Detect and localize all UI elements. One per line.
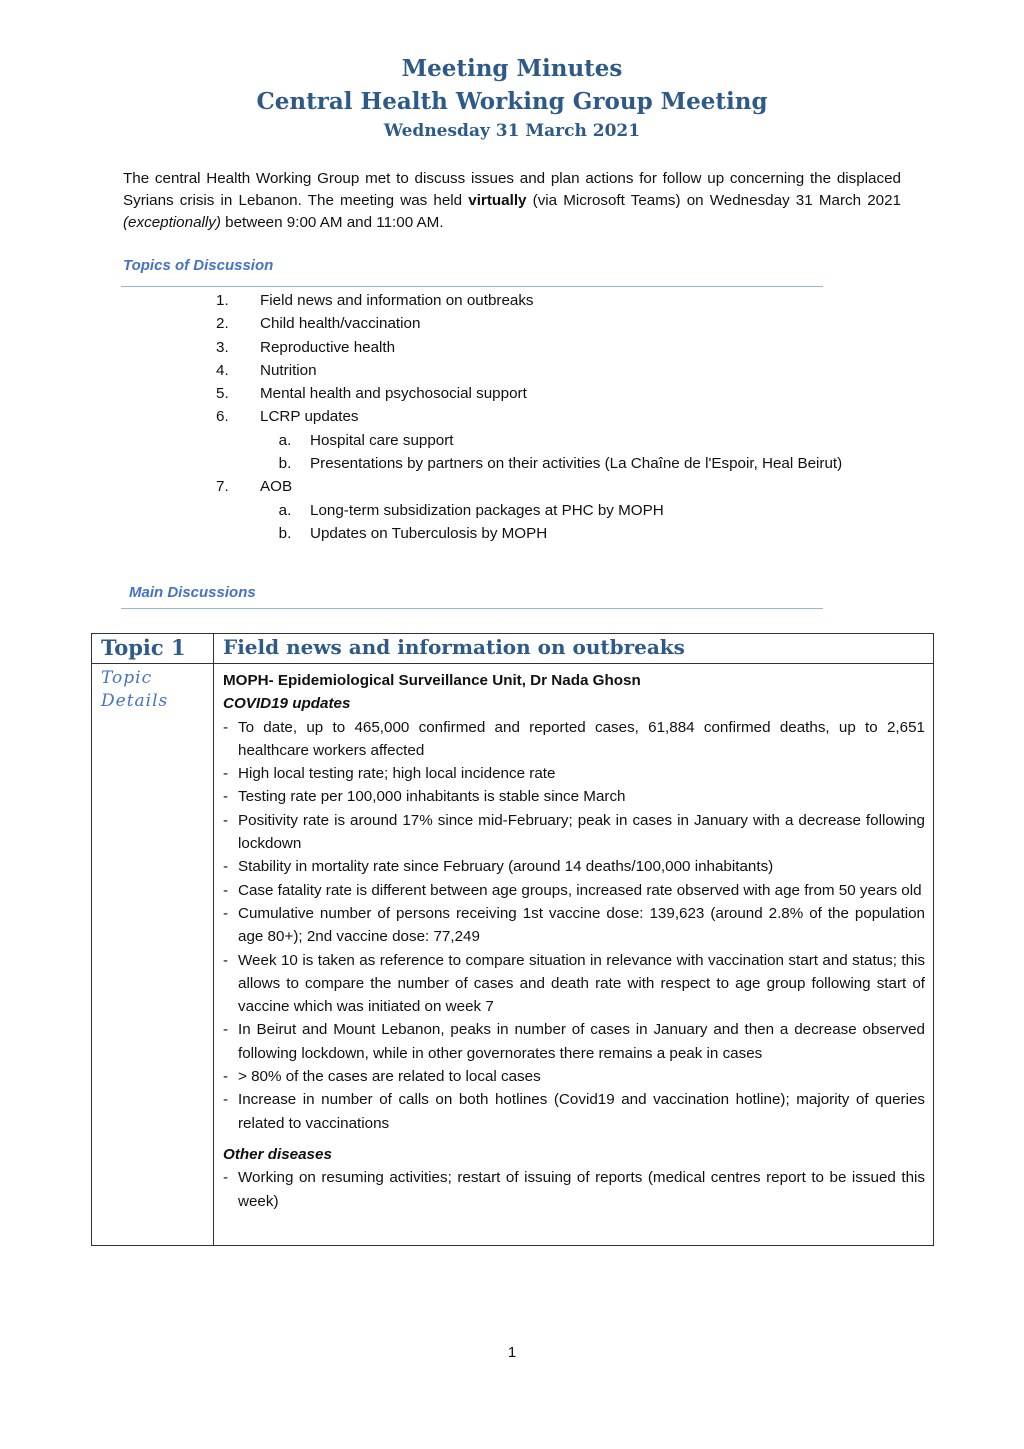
subtopic-letter: a. [278, 501, 292, 519]
page-number: 1 [507, 1344, 517, 1361]
topics-divider [121, 286, 823, 287]
bullet-text: Working on resuming activities; restart of issuing of reports (medical centres report to be issued this week) [238, 1169, 925, 1210]
subtopic-label: Long-term subsidization packages at PHC by MOPH [310, 501, 664, 519]
bullet-item [223, 762, 925, 785]
table-row-divider [92, 663, 933, 664]
bullet-text: Stability in mortality rate since February (around 14 deaths/100,000 inhabitants) [238, 858, 774, 876]
topic-item [216, 336, 866, 359]
bullet-item [223, 785, 925, 808]
bullet-dash: - [223, 811, 229, 829]
presenter-org: MOPH- Epidemiological Surveillance Unit, Dr Nada Ghosn [223, 672, 641, 689]
topic-label: Reproductive health [260, 338, 396, 356]
bullet-item [223, 855, 925, 878]
subtopic-label: Updates on Tuberculosis by MOPH [310, 524, 548, 542]
bullet-item [223, 879, 925, 902]
topics-section-label: Topics of Discussion [123, 257, 274, 274]
covid-bullet-list [223, 716, 925, 1135]
table-column-divider [213, 634, 214, 1245]
topic-item [216, 312, 866, 335]
bullet-item [223, 716, 925, 763]
topic-item [216, 359, 866, 382]
bullet-text: Week 10 is taken as reference to compare situation in relevance with vaccination start and status; this allows to compare the number of cases and death rate with respect to age group following start of vaccine which was initiated on week 7 [238, 951, 925, 1016]
document-subtitle: Central Health Working Group Meeting [256, 88, 768, 115]
bullet-dash: - [223, 881, 229, 899]
topic-number: 4. [216, 361, 229, 379]
subtopic-item [216, 452, 866, 475]
topic-number: 7. [216, 478, 229, 496]
covid-heading: COVID19 updates [223, 695, 351, 713]
bullet-dash: - [223, 765, 229, 783]
document-header [0, 52, 1024, 144]
bullet-dash: - [223, 1091, 229, 1109]
subtopic-label: Hospital care support [310, 431, 454, 449]
subtopic-letter: b. [278, 455, 292, 473]
main-section-label: Main Discussions [129, 584, 256, 601]
bullet-text: Testing rate per 100,000 inhabitants is stable since March [238, 788, 626, 806]
bullet-text: Cumulative number of persons receiving 1st vaccine dose: 139,623 (around 2.8% of the population age 80+); 2nd vaccine dose: 77,249 [238, 904, 925, 946]
topic-number: 6. [216, 408, 229, 426]
bullet-item [223, 949, 925, 1019]
bullet-item [223, 1065, 925, 1088]
bullet-dash: - [223, 951, 229, 969]
bullet-dash: - [223, 1169, 229, 1187]
bullet-text: In Beirut and Mount Lebanon, peaks in number of cases in January and then a decrease observed following lockdown, while in other governorates there remains a peak in cases [238, 1021, 925, 1062]
bullet-text: Positivity rate is around 17% since mid-February; peak in cases in January with a decrease following lockdown [238, 811, 925, 853]
bullet-item [223, 1018, 925, 1065]
bullet-text: High local testing rate; high local incidence rate [238, 765, 556, 783]
topic-1-table [91, 633, 934, 1246]
document-title: Meeting Minutes [401, 55, 623, 82]
topic-item [216, 405, 866, 428]
subtopic-letter: b. [278, 524, 292, 542]
bullet-text: To date, up to 465,000 confirmed and reported cases, 61,884 confirmed deaths, up to 2,651 healthcare workers affected [238, 718, 925, 759]
topic-number: 2. [216, 315, 229, 333]
subtopic-item [216, 429, 866, 452]
subtopic-item [216, 499, 866, 522]
topic-label: Child health/vaccination [260, 315, 421, 333]
topic-label: Field news and information on outbreaks [260, 292, 534, 309]
topic-details-label: Topic Details [101, 668, 169, 711]
bullet-dash: - [223, 788, 229, 806]
bullet-item [223, 809, 925, 856]
intro-italic: (exceptionally) [123, 214, 221, 231]
topic-label: Nutrition [260, 361, 317, 379]
bullet-item [223, 1166, 925, 1213]
intro-paragraph [123, 168, 901, 234]
bullet-dash: - [223, 718, 229, 736]
bullet-dash: - [223, 858, 229, 876]
meeting-date: Wednesday 31 March 2021 [383, 121, 641, 141]
intro-text-1: The central Health Working Group met to discuss issues and plan actions for follow up concerning the displaced Syrians crisis in Lebanon. The meeting was held [123, 170, 901, 209]
topic-label: LCRP updates [260, 408, 359, 426]
other-diseases-bullet-list [223, 1166, 925, 1213]
bullet-item [223, 1088, 925, 1135]
topic-title: Field news and information on outbreaks [223, 635, 685, 659]
topic-number: 1. [216, 292, 229, 309]
intro-text-2: (via Microsoft Teams) on Wednesday 31 March 2021 [526, 192, 901, 209]
topic-item [216, 289, 866, 312]
intro-text-3: between 9:00 AM and 11:00 AM. [220, 214, 444, 231]
bullet-dash: - [223, 1021, 229, 1039]
topics-list [216, 289, 866, 545]
bullet-text: Case fatality rate is different between age groups, increased rate observed with age from 50 years old [238, 881, 922, 899]
subtopic-label: Presentations by partners on their activities (La Chaîne de l'Espoir, Heal Beirut) [310, 455, 843, 473]
subtopic-letter: a. [278, 431, 292, 449]
subtopic-item [216, 522, 866, 545]
main-divider [121, 608, 823, 609]
bullet-dash: - [223, 904, 229, 922]
topic-label: Mental health and psychosocial support [260, 385, 527, 403]
topic-details [223, 669, 925, 1213]
topic-number: 5. [216, 385, 229, 403]
bullet-text: Increase in number of calls on both hotlines (Covid19 and vaccination hotline); majority of queries related to vaccinations [238, 1091, 925, 1132]
topic-item [216, 382, 866, 405]
other-diseases-heading: Other diseases [223, 1145, 332, 1163]
bullet-dash: - [223, 1068, 229, 1086]
topic-item [216, 475, 866, 498]
bullet-item [223, 902, 925, 949]
topic-number: 3. [216, 338, 229, 356]
bullet-text: > 80% of the cases are related to local cases [238, 1068, 541, 1086]
intro-bold: virtually [468, 192, 527, 209]
topic-label: AOB [260, 478, 293, 496]
topic-id: Topic 1 [101, 635, 186, 660]
